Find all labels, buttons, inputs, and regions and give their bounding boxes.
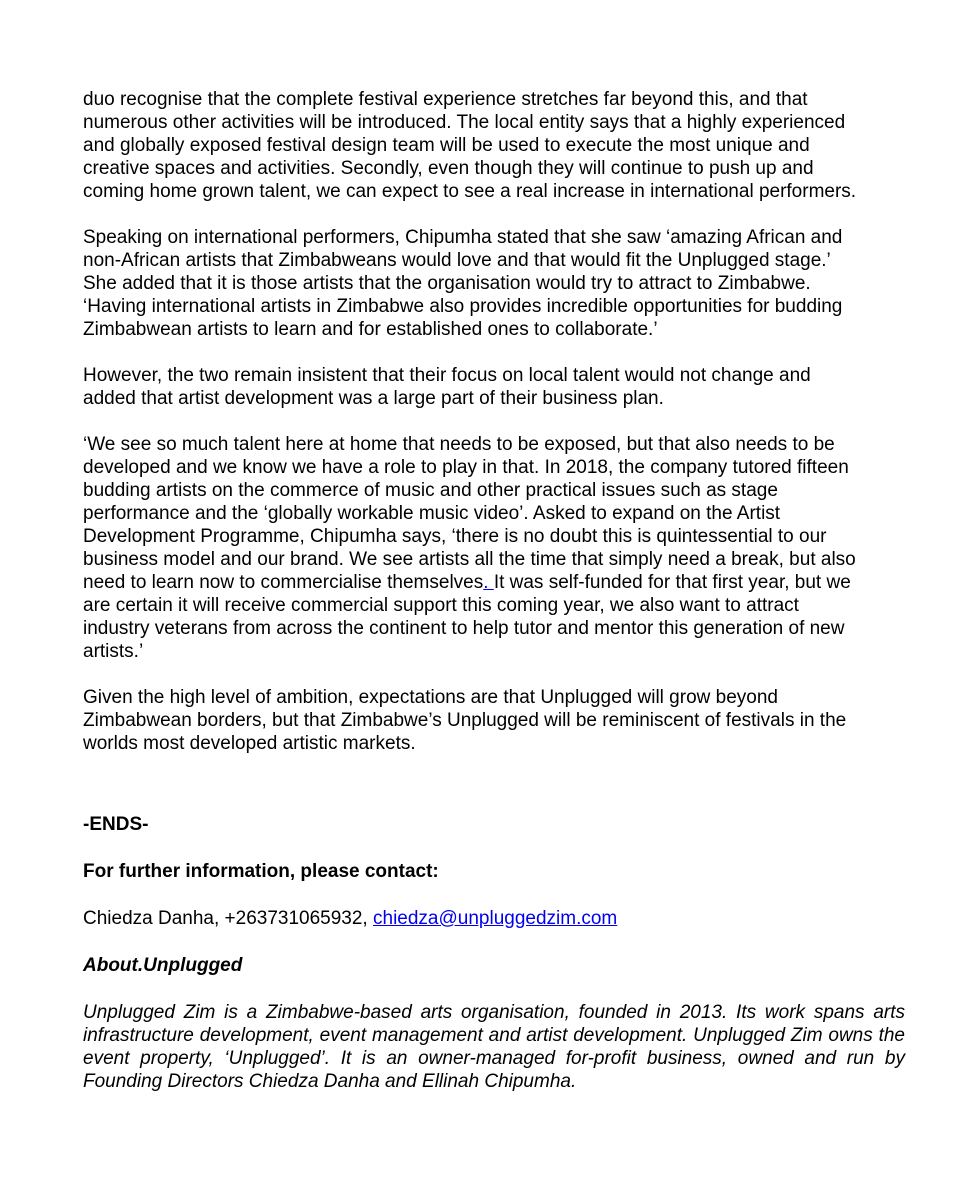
document-page xyxy=(83,88,905,1093)
paragraph-ambition: Given the high level of ambition, expectations are that Unplugged will grow beyond Zimbabwean borders, but that Zimbabwe’s Unplugged will be reminiscent of festivals in the worlds most developed artistic markets. xyxy=(83,687,847,754)
inline-link-mark[interactable]: . xyxy=(483,572,494,593)
quote-text-end: It was self-funded for that first year, but we are certain it will receive commercial support this coming year, we also want to attract industry veterans from across the continent to help tutor and mentor this generation of new artists.’ xyxy=(83,572,851,662)
spacer xyxy=(83,755,905,813)
paragraph-local-talent: However, the two remain insistent that their focus on local talent would not change and added that artist development was a large part of their business plan. xyxy=(83,365,811,409)
contact-email-link[interactable]: chiedza@unpluggedzim.com xyxy=(373,908,618,929)
paragraph-artist-development-quote xyxy=(83,433,905,663)
paragraph-festival-experience: duo recognise that the complete festival experience stretches far beyond this, and that numerous other activities will be introduced. The local entity says that a highly experienced and globally exposed festival design team will be used to execute the most unique and creative spaces and activities. Secondly, even though they will continue to push up and coming home grown talent, we can expect to see a real increase in international performers. xyxy=(83,89,857,202)
quote-text-start: ‘We see so much talent here at home that needs to be exposed, but that also needs to be developed and we know we have a role to play in that. In 2018, the company tutored fifteen budding artists on the commerce of music and other practical issues such as stage performance and the ‘globally workable music video’. Asked to expand on the Artist Development Programme, Chipumha says, ‘there is no doubt this is quintessential to our business model and our brand. We see artists all the time that simply need a break, but also need to learn now to commercialise themselves xyxy=(83,434,856,593)
contact-line xyxy=(83,907,905,930)
ends-marker: -ENDS- xyxy=(83,814,149,835)
about-heading: About.Unplugged xyxy=(83,955,243,976)
about-body: Unplugged Zim is a Zimbabwe-based arts organisation, founded in 2013. Its work spans arts infrastructure development, event management and artist development. Unplugged Zim owns the event property, ‘Unplugged’. It is an owner-managed for-profit business, owned and run by Founding Directors Chiedza Danha and Ellinah Chipumha. xyxy=(83,1002,905,1092)
contact-name-phone: Chiedza Danha, +263731065932, xyxy=(83,908,373,929)
contact-heading: For further information, please contact: xyxy=(83,861,439,882)
paragraph-international-performers: Speaking on international performers, Chipumha stated that she saw ‘amazing African and non-African artists that Zimbabweans would love and that would fit the Unplugged stage.’ She added that it is those artists that the organisation would try to attract to Zimbabwe. ‘Having international artists in Zimbabwe also provides incredible opportunities for budding Zimbabwean artists to learn and for established ones to collaborate.’ xyxy=(83,227,843,340)
